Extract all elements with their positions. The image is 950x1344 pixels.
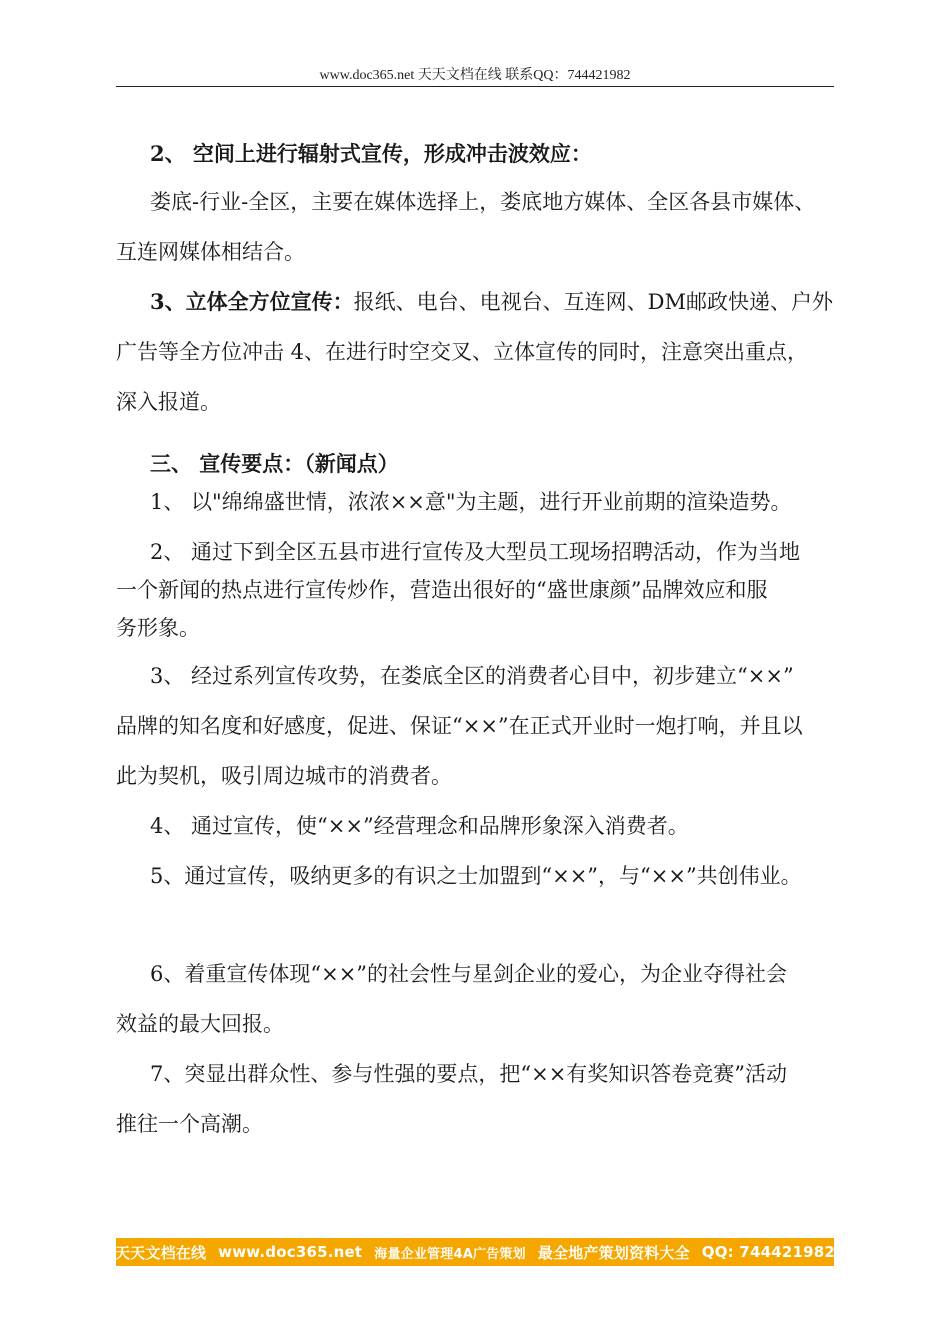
footer-slogan: 最全地产策划资料大全 bbox=[537, 1243, 690, 1262]
list-item: 1、 以"绵绵盛世情，浓浓××意"为主题，进行开业前期的渲染造势。 bbox=[150, 490, 792, 514]
paragraph-line: 广告等全方位冲击 4、在进行时空交叉、立体宣传的同时，注意突出重点， bbox=[116, 340, 809, 364]
section-heading-2: 2、 空间上进行辐射式宣传，形成冲击波效应： bbox=[150, 141, 592, 166]
header-divider bbox=[116, 86, 834, 87]
inline-text: 报纸、电台、电视台、互连网、DM邮政快递、户外 bbox=[353, 290, 833, 314]
inline-heading-3: 3、立体全方位宣传： bbox=[150, 289, 354, 314]
section-heading-3: 三、 宣传要点：（新闻点） bbox=[150, 451, 399, 476]
paragraph-line: 推往一个高潮。 bbox=[116, 1112, 263, 1136]
list-item: 4、 通过宣传，使“××”经营理念和品牌形象深入消费者。 bbox=[150, 814, 689, 838]
paragraph-line: 品牌的知名度和好感度，促进、保证“××”在正式开业时一炮打响，并且以 bbox=[116, 714, 803, 738]
paragraph-line: 娄底-行业-全区，主要在媒体选择上，娄底地方媒体、全区各县市媒体、 bbox=[150, 190, 816, 214]
footer-qq: QQ: 744421982 bbox=[701, 1243, 836, 1261]
list-item: 6、着重宣传体现“××”的社会性与星剑企业的爱心，为企业夺得社会 bbox=[150, 962, 788, 986]
paragraph-line: 深入报道。 bbox=[116, 390, 221, 414]
list-item: 5、通过宣传，吸纳更多的有识之士加盟到“××”，与“××”共创伟业。 bbox=[150, 864, 802, 888]
list-item: 2、 通过下到全区五县市进行宣传及大型员工现场招聘活动，作为当地 bbox=[150, 540, 801, 564]
paragraph-line: 此为契机，吸引周边城市的消费者。 bbox=[116, 764, 452, 788]
footer-tagline: 海量企业管理4A广告策划 bbox=[374, 1246, 526, 1262]
page-header: www.doc365.net 天天文档在线 联系QQ：744421982 bbox=[319, 68, 631, 83]
list-item: 3、 经过系列宣传攻势，在娄底全区的消费者心目中，初步建立“××” bbox=[150, 664, 794, 688]
paragraph-line: 互连网媒体相结合。 bbox=[116, 240, 305, 264]
paragraph-line: 务形象。 bbox=[116, 616, 200, 640]
footer-banner bbox=[116, 1238, 834, 1266]
paragraph-line bbox=[150, 286, 833, 316]
footer-url[interactable]: www.doc365.net bbox=[218, 1243, 363, 1261]
footer-site-name: 天天文档在线 bbox=[114, 1243, 207, 1262]
paragraph-line: 效益的最大回报。 bbox=[116, 1012, 284, 1036]
list-item: 7、突显出群众性、参与性强的要点，把“××有奖知识答卷竞赛”活动 bbox=[150, 1062, 788, 1086]
paragraph-line: 一个新闻的热点进行宣传炒作，营造出很好的“盛世康颜”品牌效应和服 bbox=[116, 578, 768, 602]
